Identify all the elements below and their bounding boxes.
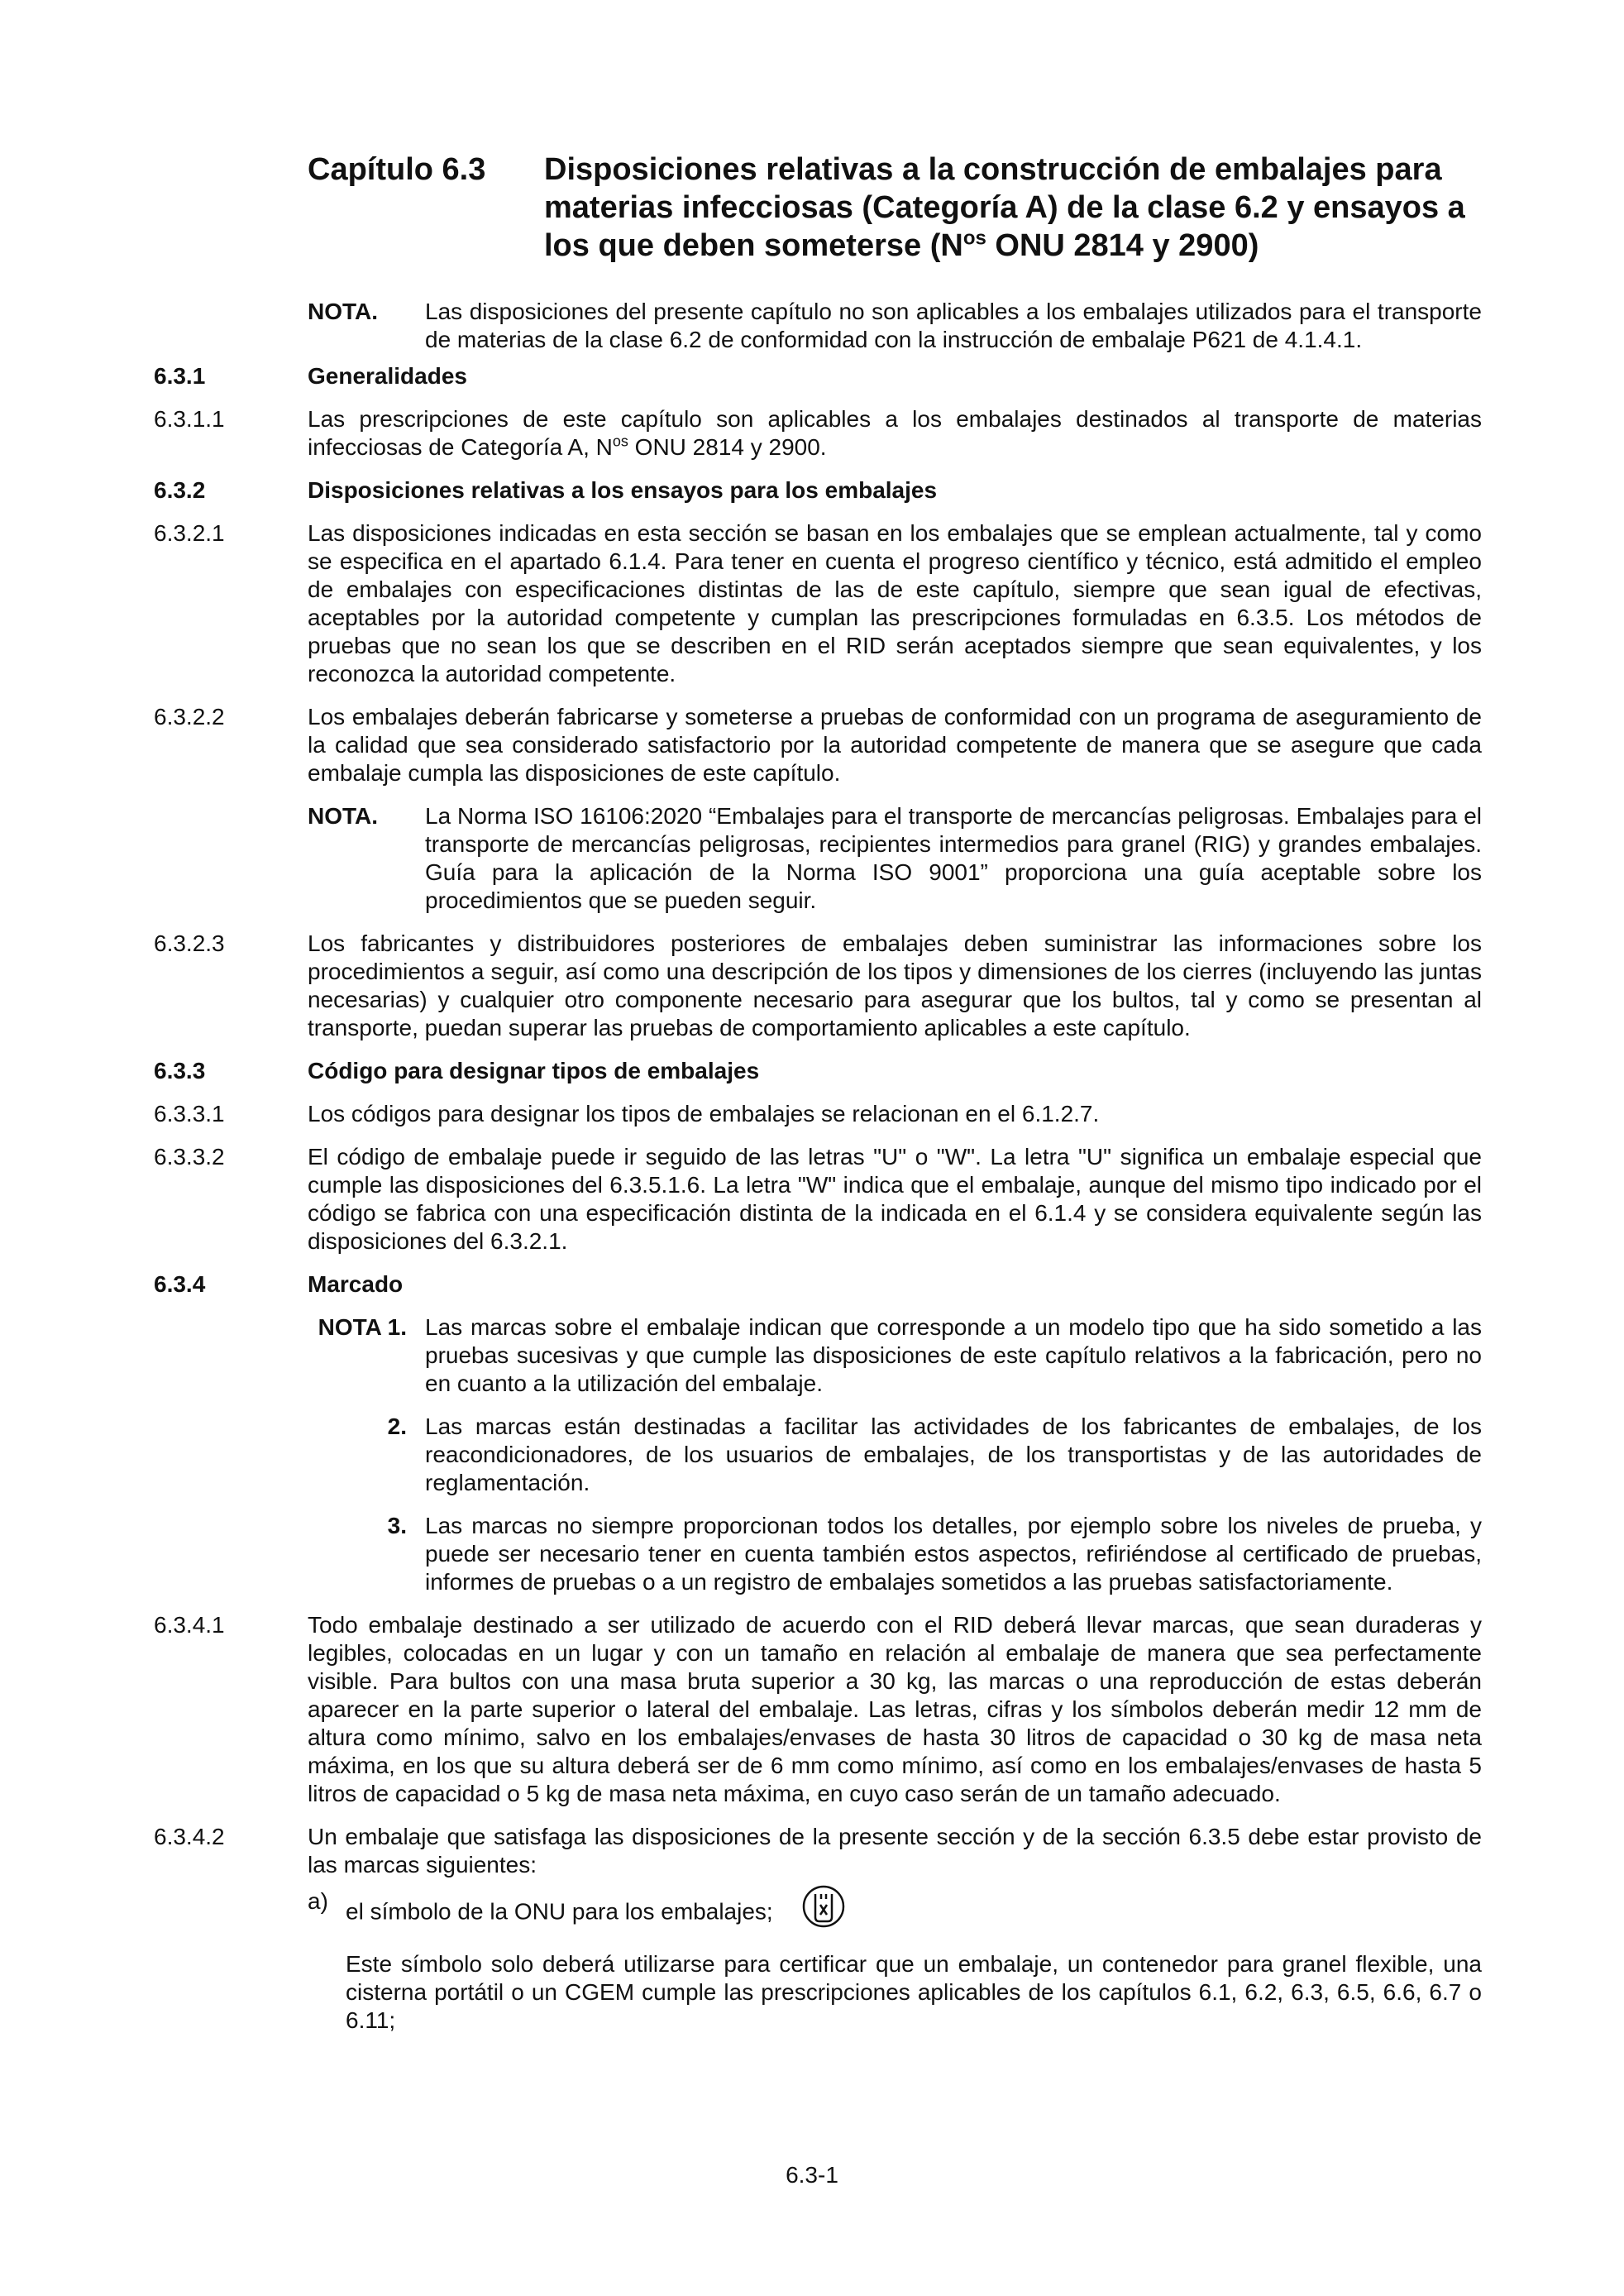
note-iso	[308, 802, 1482, 915]
paragraph-number: 6.3.2.1	[154, 520, 225, 546]
chapter-number: Capítulo 6.3	[308, 152, 486, 187]
document-body	[154, 298, 1482, 2035]
paragraph-6-3-1-1	[154, 405, 1482, 462]
section-number: 6.3.2	[154, 477, 206, 503]
paragraph-number: 6.3.4.2	[154, 1824, 225, 1849]
paragraph-text: Un embalaje que satisfaga las disposiciones de la presente sección y de la sección 6.3.5 debe estar provisto de las marcas siguientes:	[308, 1824, 1482, 1877]
paragraph-number: 6.3.2.3	[154, 930, 225, 956]
note-marcado-3	[308, 1512, 1482, 1596]
note-text: La Norma ISO 16106:2020 “Embalajes para el transporte de mercancías peligrosas. Embalajes para el transporte de mercancías peligrosas, recipientes intermedios para granel (RIG) y grandes embalajes. Guía para la aplicación de la Norma ISO 9001” proporciona una guía aceptable sobre los procedimientos que se pueden seguir.	[425, 803, 1482, 913]
note-text: Las disposiciones del presente capítulo no son aplicables a los embalajes utilizados para el transporte de materias de la clase 6.2 de conformidad con la instrucción de embalaje P621 de 4.1.4.1.	[425, 299, 1482, 352]
section-number: 6.3.1	[154, 363, 206, 389]
section-title: Código para designar tipos de embalajes	[308, 1058, 760, 1083]
paragraph-6-3-3-1	[154, 1100, 1482, 1128]
paragraph-6-3-2-1	[154, 519, 1482, 688]
note-label: 3.	[387, 1513, 407, 1538]
paragraph-text: Las prescripciones de este capítulo son aplicables a los embalajes destinados al transporte de materias infecciosas de Categoría A, $N^{os}$ ONU 2814 y 2900.	[308, 406, 1482, 460]
paragraph-6-3-3-2	[154, 1143, 1482, 1256]
section-number: 6.3.3	[154, 1058, 206, 1083]
section-number: 6.3.4	[154, 1271, 206, 1297]
list-item-label: a)	[308, 1888, 328, 1914]
note-top	[308, 298, 1482, 354]
section-title: Marcado	[308, 1271, 404, 1297]
section-title: Generalidades	[308, 363, 467, 389]
note-marcado-2	[308, 1413, 1482, 1497]
note-label: NOTA.	[308, 803, 379, 829]
note-label: NOTA 1.	[318, 1314, 407, 1340]
list-item-note-text: Este símbolo solo deberá utilizarse para certificar que un embalaje, un contenedor para granel flexible, una cisterna portátil o un CGEM cumple las prescripciones aplicables de los capítulos 6.1, 6.2, 6.3, 6.5, 6.6, 6.7 o 6.11;	[346, 1951, 1482, 2033]
paragraph-6-3-2-2	[154, 703, 1482, 787]
paragraph-text: Todo embalaje destinado a ser utilizado de acuerdo con el RID deberá llevar marcas, que sean duraderas y legibles, colocadas en un lugar y con un tamaño en relación al embalaje de manera que sea perfectamente visible. Para bultos con una masa bruta superior a 30 kg, las marcas o una reproducción de estas deberán aparecer en la parte superior o lateral del embalaje. Las letras, cifras y los símbolos deberán medir 12 mm de altura como mínimo, salvo en los embalajes/envases de hasta 30 litros de capacidad o 30 kg de masa neta máxima, en los que su altura deberá ser de 6 mm como mínimo, así como en los embalajes/envases de hasta 5 litros de capacidad o 5 kg de masa neta máxima, en cuyo caso serán de un tamaño adecuado.	[308, 1612, 1482, 1806]
un-packaging-symbol-icon	[801, 1884, 846, 1935]
note-text: Las marcas están destinadas a facilitar las actividades de los fabricantes de embalajes, de los reacondicionadores, de los usuarios de embalajes, de los transportistas y de las autoridades de reglamentación.	[425, 1413, 1482, 1495]
paragraph-number: 6.3.3.2	[154, 1144, 225, 1170]
paragraph-number: 6.3.2.2	[154, 704, 225, 729]
section-6-3-4	[154, 1270, 1482, 1299]
list-item-text: el símbolo de la ONU para los embalajes;	[346, 1898, 773, 1925]
note-text: Las marcas sobre el embalaje indican que corresponde a un modelo tipo que ha sido sometido a las pruebas sucesivas y que cumple las disposiciones de este capítulo relativos a la fabricación, pero no en cuanto a la utilización del embalaje.	[425, 1314, 1482, 1396]
paragraph-text: El código de embalaje puede ir seguido de las letras "U" o "W". La letra "U" significa un embalaje especial que cumple las disposiciones del 6.3.5.1.6. La letra "W" indica que el embalaje, aunque del mismo tipo indicado por el código se fabrica con una especificación distinta de la indicada en el 6.1.4 y se considera equivalente según las disposiciones del 6.3.2.1.	[308, 1144, 1482, 1254]
section-6-3-2	[154, 476, 1482, 505]
list-item-a	[308, 1887, 1482, 1939]
note-text: Las marcas no siempre proporcionan todos los detalles, por ejemplo sobre los niveles de prueba, y puede ser necesario tener en cuenta también estos aspectos, refiriéndose al certificado de pruebas, informes de pruebas o a un registro de embalajes sometidos a las pruebas satisfactoriamente.	[425, 1513, 1482, 1595]
paragraph-text: Las disposiciones indicadas en esta sección se basan en los embalajes que se emplean actualmente, tal y como se especifica en el apartado 6.1.4. Para tener en cuenta el progreso científico y técnico, está admitido el empleo de embalajes con especificaciones distintas de las de este capítulo, siempre que sean igual de efectivas, aceptables por la autoridad competente y cumplan las prescripciones formuladas en 6.3.5. Los métodos de pruebas que no sean los que se describen en el RID serán aceptados siempre que sean equivalentes, y los reconozca la autoridad competente.	[308, 520, 1482, 686]
paragraph-6-3-4-2	[154, 1823, 1482, 1879]
paragraph-text: Los fabricantes y distribuidores posteriores de embalajes deben suministrar las informaciones sobre los procedimientos a seguir, así como una descripción de los tipos y dimensiones de los cierres (incluyendo las juntas necesarias) y cualquier otro componente necesario para asegurar que los bultos, tal y como se presentan al transporte, puedan superar las pruebas de comportamiento aplicables a este capítulo.	[308, 930, 1482, 1040]
note-label: 2.	[387, 1413, 407, 1439]
chapter-title: Disposiciones relativas a la construcción de embalajes para materias infecciosas (Categoría A) de la clase 6.2 y ensayos a los que deben someterse ($N^{os}$ ONU 2814 y 2900)	[544, 152, 1465, 263]
paragraph-number: 6.3.1.1	[154, 406, 225, 432]
paragraph-number: 6.3.4.1	[154, 1612, 225, 1638]
paragraph-6-3-2-3	[154, 930, 1482, 1042]
paragraph-6-3-4-1	[154, 1611, 1482, 1808]
note-marcado-1	[308, 1313, 1482, 1398]
section-6-3-3	[154, 1057, 1482, 1085]
note-label: NOTA.	[308, 299, 379, 324]
paragraph-text: Los códigos para designar los tipos de embalajes se relacionan en el 6.1.2.7.	[308, 1101, 1100, 1126]
paragraph-text: Los embalajes deberán fabricarse y someterse a pruebas de conformidad con un programa de aseguramiento de la calidad que sea considerado satisfactorio por la autoridad competente de manera que se asegure que cada embalaje cumpla las disposiciones de este capítulo.	[308, 704, 1482, 786]
section-6-3-1	[154, 362, 1482, 390]
section-title: Disposiciones relativas a los ensayos para los embalajes	[308, 477, 938, 503]
paragraph-number: 6.3.3.1	[154, 1101, 225, 1126]
page-number: 6.3-1	[786, 2162, 838, 2188]
list-item-a-note	[308, 1950, 1482, 2035]
